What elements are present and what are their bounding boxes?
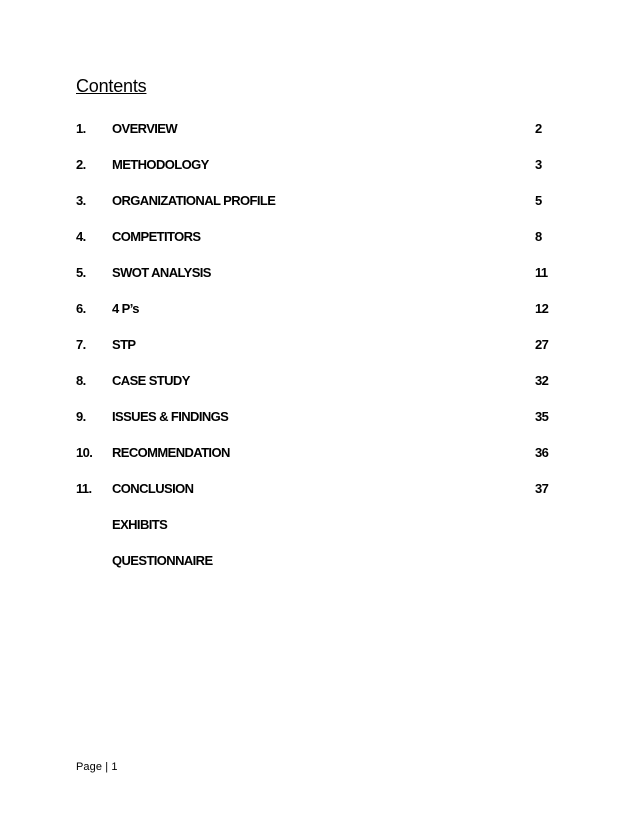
toc-entry	[76, 121, 556, 157]
toc-entry-label: EXHIBITS	[112, 517, 168, 532]
toc-entry-page: 35	[535, 409, 549, 424]
toc-entry-label: METHODOLOGY	[112, 157, 209, 172]
toc-entry-label: QUESTIONNAIRE	[112, 553, 213, 568]
toc-entry	[76, 481, 556, 517]
toc-entry-label: RECOMMENDATION	[112, 445, 230, 460]
toc-entry-label: ISSUES & FINDINGS	[112, 409, 229, 424]
toc-entry-page: 37	[535, 481, 549, 496]
toc-entry-page: 12	[535, 301, 549, 316]
toc-entry	[76, 409, 556, 445]
toc-entry-number: 10.	[76, 445, 93, 460]
toc-entry-number: 5.	[76, 265, 86, 280]
toc-entry-label: SWOT ANALYSIS	[112, 265, 211, 280]
toc-entry-number: 8.	[76, 373, 86, 388]
toc-entry	[76, 337, 556, 373]
toc-entry-page: 27	[535, 337, 549, 352]
toc-entry-page: 32	[535, 373, 549, 388]
toc-entry-page: 36	[535, 445, 549, 460]
toc-entry	[76, 301, 556, 337]
toc-entry-page: 3	[535, 157, 542, 172]
toc-entry-label: COMPETITORS	[112, 229, 201, 244]
toc-entry-page: 11	[535, 265, 548, 280]
toc-entry-page: 8	[535, 229, 542, 244]
toc-entry-number: 2.	[76, 157, 86, 172]
toc-entry-label: CASE STUDY	[112, 373, 190, 388]
contents-heading: Contents	[76, 76, 147, 96]
page-footer: Page | 1	[76, 761, 118, 773]
toc-entry	[76, 157, 556, 193]
toc-entry-label: 4 P’s	[112, 301, 139, 316]
toc-entry-label: ORGANIZATIONAL PROFILE	[112, 193, 276, 208]
toc-entry-page: 5	[535, 193, 542, 208]
toc-entry	[76, 265, 556, 301]
toc-entry	[76, 373, 556, 409]
toc-entry-label: OVERVIEW	[112, 121, 178, 136]
toc-entry	[76, 517, 556, 553]
toc-entry-number: 7.	[76, 337, 86, 352]
toc-entry-number: 1.	[76, 121, 86, 136]
toc-entry-number: 11.	[76, 481, 92, 496]
toc-entry-number: 9.	[76, 409, 86, 424]
toc-entry-label: CONCLUSION	[112, 481, 194, 496]
toc-entry	[76, 553, 556, 589]
toc-entry	[76, 193, 556, 229]
toc-entry-number: 4.	[76, 229, 86, 244]
toc-entry-number: 6.	[76, 301, 86, 316]
table-of-contents	[76, 121, 556, 589]
toc-entry-label: STP	[112, 337, 136, 352]
toc-entry-number: 3.	[76, 193, 86, 208]
toc-entry	[76, 229, 556, 265]
toc-entry	[76, 445, 556, 481]
toc-entry-page: 2	[535, 121, 542, 136]
